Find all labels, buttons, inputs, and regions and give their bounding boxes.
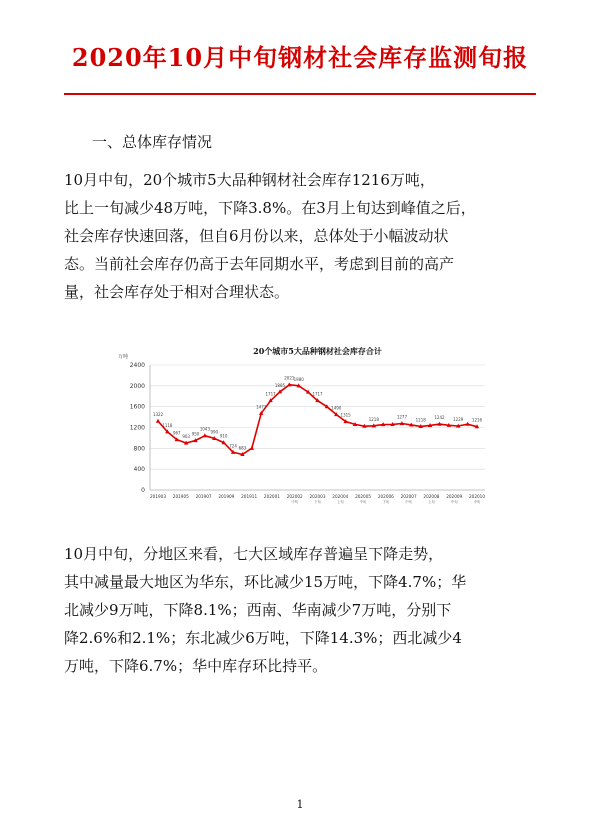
x-tick-label: 201905 — [172, 494, 189, 499]
x-tick-label: 202004 — [332, 494, 349, 499]
x-tick-label: 202002 — [286, 494, 303, 499]
data-point — [250, 446, 254, 450]
data-label: 683 — [238, 445, 247, 451]
data-point — [156, 419, 160, 423]
data-label: 967 — [172, 430, 181, 436]
report-title: 2020年10月中旬钢材社会库存监测旬报 — [71, 43, 529, 72]
data-label: 724 — [229, 443, 237, 449]
data-label: 1473 — [256, 404, 267, 410]
data-label: 1315 — [340, 412, 351, 418]
data-point — [203, 433, 207, 437]
data-label: 2021 — [284, 375, 295, 381]
section-heading: 一、总体库存情况 — [92, 133, 213, 151]
x-tick-sublabel: 下旬 — [382, 500, 390, 504]
x-tick-sublabel: 中旬 — [450, 500, 458, 504]
paragraph-line: 其中减量最大地区为华东，环比减少15万吨，下降4.7%；华 — [64, 573, 467, 591]
data-label: 1717 — [265, 391, 276, 397]
data-label: 910 — [219, 433, 228, 439]
paragraph-line: 万吨，下降6.7%；华中库存环比持平。 — [64, 657, 328, 675]
title-divider — [64, 93, 536, 95]
data-label: 950 — [191, 431, 200, 437]
paragraph-line: 态。当前社会库存仍高于去年同期水平，考虑到目前的高产 — [64, 255, 455, 273]
x-tick-sublabel: 中旬 — [405, 500, 413, 504]
paragraph-line: 10月中旬，分地区来看，七大区域库存普遍呈下降走势， — [64, 545, 444, 563]
paragraph-line: 北减少9万吨，下降8.1%；西南、华南减少7万吨，分别下 — [64, 601, 452, 619]
x-tick-sublabel: 上旬 — [336, 500, 344, 504]
y-tick-label: 1200 — [129, 424, 145, 432]
data-label: 1717 — [312, 391, 323, 397]
data-label: 1043 — [199, 426, 211, 432]
x-tick-label: 201911 — [241, 494, 258, 499]
paragraph-overall-inventory — [64, 166, 536, 306]
y-axis-label: 万吨 — [118, 354, 129, 360]
x-tick-label: 201903 — [150, 494, 166, 499]
paragraph-line: 降2.6%和2.1%；东北减少6万吨，下降14.3%；西北减少4 — [64, 629, 462, 647]
y-tick-label: 1600 — [129, 403, 145, 411]
data-label: 1980 — [293, 376, 304, 382]
page-number: 1 — [296, 798, 304, 811]
x-tick-label: 202010 — [469, 494, 485, 499]
paragraph-line: 10月中旬，20个城市5大品种钢材社会库存1216万吨， — [64, 171, 435, 189]
x-tick-label: 202001 — [263, 494, 280, 499]
paragraph-line: 社会库存快速回落，但自6月份以来，总体处于小幅波动状 — [64, 227, 449, 245]
y-tick-label: 2400 — [129, 362, 145, 369]
paragraph-line: 量，社会库存处于相对合理状态。 — [64, 283, 290, 301]
x-tick-label: 201909 — [218, 494, 235, 499]
x-tick-sublabel: 上旬 — [428, 500, 435, 504]
x-tick-label: 202007 — [400, 494, 417, 499]
data-label: 1277 — [396, 414, 408, 420]
x-tick-label: 202009 — [446, 494, 463, 499]
chart-title: 20个城市5大品种钢材社会库存合计 — [253, 346, 382, 356]
inventory-chart — [100, 340, 500, 505]
data-label: 1242 — [434, 415, 445, 421]
x-tick-sublabel: 下旬 — [314, 500, 321, 504]
y-tick-label: 2000 — [129, 382, 145, 390]
data-label: 1118 — [162, 422, 173, 428]
x-tick-label: 202005 — [355, 494, 372, 499]
data-label: 1322 — [152, 412, 164, 418]
x-tick-sublabel: 中旬 — [359, 500, 367, 504]
paragraph-regional-inventory — [64, 540, 536, 680]
paragraph-line: 比上一旬减少48万吨，下降3.8%。在3月上旬达到峰值之后， — [64, 199, 476, 217]
data-label: 990 — [210, 429, 219, 435]
inventory-line-chart — [100, 340, 500, 505]
data-label: 903 — [182, 433, 190, 439]
y-tick-label: 400 — [133, 466, 145, 474]
data-label: 1216 — [471, 417, 483, 423]
data-label: 1218 — [368, 416, 379, 422]
x-tick-sublabel: 中旬 — [473, 500, 481, 504]
data-label: 1218 — [415, 417, 426, 423]
x-tick-sublabel: 中旬 — [291, 500, 299, 504]
data-label: 1229 — [453, 416, 464, 422]
x-tick-label: 202008 — [423, 494, 440, 499]
x-tick-label: 202006 — [377, 494, 394, 499]
data-label: 1885 — [274, 382, 286, 388]
data-label: 1490 — [331, 405, 342, 411]
x-tick-label: 202003 — [309, 494, 326, 499]
x-tick-label: 201907 — [195, 494, 212, 499]
y-tick-label: 0 — [141, 487, 145, 494]
y-tick-label: 800 — [133, 445, 145, 453]
